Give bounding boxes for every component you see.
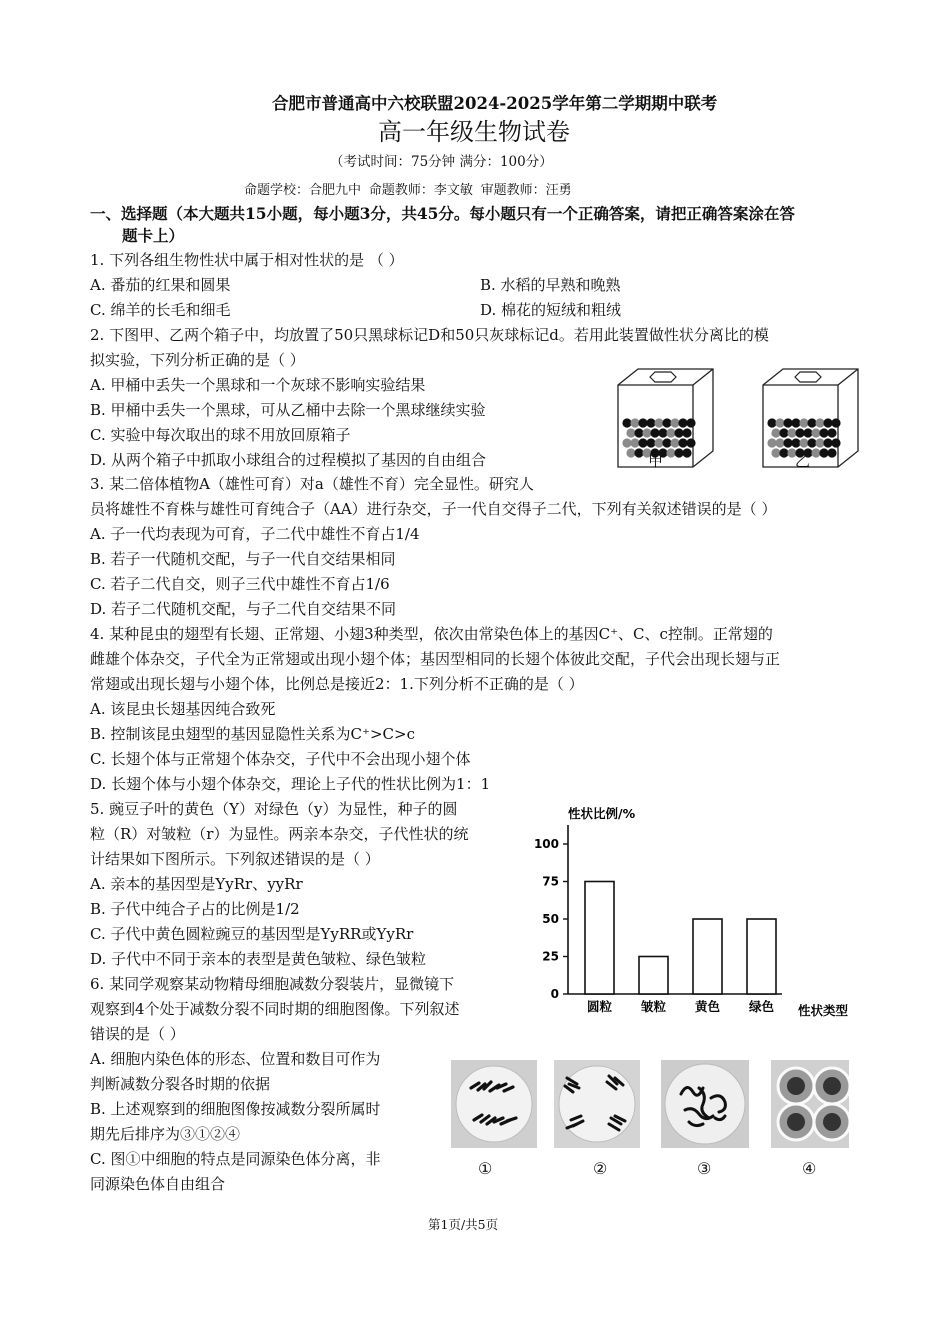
ball	[662, 418, 671, 427]
ball	[670, 438, 679, 447]
ball	[686, 418, 695, 427]
setter-info: 命题学校：合肥九中 命题教师：李文敏 审题教师：汪勇	[244, 183, 572, 198]
q2-option-c: C. 实验中每次取出的球不用放回原箱子	[90, 426, 351, 444]
ball	[799, 438, 808, 447]
box-label-jia: 甲	[648, 452, 664, 470]
ball	[819, 448, 828, 457]
q2-option-b: B. 甲桶中丢失一个黑球，可从乙桶中去除一个黑球继续实验	[90, 401, 486, 419]
ball	[795, 428, 804, 437]
ball	[783, 438, 792, 447]
q5-option-a: A. 亲本的基因型是YyRr、yyRr	[90, 875, 303, 893]
ball	[634, 428, 643, 437]
ball	[626, 448, 635, 457]
q6-stem-cont2: 错误的是（ ）	[90, 1025, 185, 1043]
ball	[815, 418, 824, 427]
section-heading: 一、选择题（本大题共15小题，每小题3分，共45分。每小题只有一个正确答案，请把正确答案涂在答	[90, 204, 795, 223]
ball	[654, 438, 663, 447]
q5-option-b: B. 子代中纯合子占的比例是1/2	[90, 900, 300, 918]
q6-stem-cont: 观察到4个处于减数分裂不同时期的细胞图像。下列叙述	[90, 1000, 460, 1018]
q2-stem: 2. 下图甲、乙两个箱子中，均放置了50只黑球标记D和50只灰球标记d。若用此装置做性状分离比的模	[90, 326, 769, 344]
ball	[634, 448, 643, 457]
ball	[682, 428, 691, 437]
q4-stem-cont2: 常翅或出现长翅与小翅个体，比例总是接近2：1.下列分析不正确的是（ ）	[90, 675, 584, 693]
ball	[807, 438, 816, 447]
ball	[666, 448, 675, 457]
q3-stem-cont: 员将雄性不育株与雄性可育纯合子（AA）进行杂交，子一代自交得子二代，下列有关叙述错误的是（ ）	[90, 500, 777, 518]
y-tick-label: 25	[542, 949, 559, 964]
ball	[686, 438, 695, 447]
paper-title: 高一年级生物试卷	[378, 118, 570, 146]
chart-y-label: 性状比例/%	[568, 806, 636, 821]
ball	[622, 418, 631, 427]
micrograph-2	[554, 1060, 640, 1148]
q1-option-d: D. 棉花的短绒和粗绒	[480, 301, 622, 319]
y-tick-label: 50	[542, 912, 559, 926]
ball	[823, 418, 832, 427]
ball	[815, 438, 824, 447]
ball	[775, 438, 784, 447]
q4-option-b: B. 控制该昆虫翅型的基因显隐性关系为C⁺>C>c	[90, 725, 415, 743]
meiosis-micrographs	[449, 1058, 849, 1153]
ball	[791, 418, 800, 427]
ball	[666, 428, 675, 437]
micrograph-label-1: ①	[478, 1159, 493, 1178]
q1-option-a: A. 番茄的红果和圆果	[90, 276, 231, 294]
q6-option-c: C. 图①中细胞的特点是同源染色体分离，非	[90, 1150, 381, 1168]
ball	[682, 448, 691, 457]
chart-x-label: 性状类型	[798, 1003, 849, 1018]
ball	[646, 418, 655, 427]
ball	[779, 428, 788, 437]
ball	[638, 438, 647, 447]
q1-option-c: C. 绵羊的长毛和细毛	[90, 301, 231, 319]
ball	[827, 448, 836, 457]
box-label-yi: 乙	[795, 452, 811, 470]
ball	[646, 438, 655, 447]
ball	[642, 428, 651, 437]
section-heading-cont: 题卡上）	[122, 226, 185, 245]
ball	[791, 438, 800, 447]
ball	[767, 418, 776, 427]
q6-option-a: A. 细胞内染色体的形态、位置和数目可作为	[90, 1050, 381, 1068]
ball	[803, 428, 812, 437]
q3-stem: 3. 某二倍体植物A（雄性可育）对a（雄性不育）完全显性。研究人	[90, 475, 534, 493]
ball	[831, 438, 840, 447]
ball	[626, 428, 635, 437]
box-yi	[763, 369, 858, 467]
q6-stem: 6. 某同学观察某动物精母细胞减数分裂装片，显微镜下	[90, 975, 455, 993]
q4-option-d: D. 长翅个体与小翅个体杂交，理论上子代的性状比例为1：1	[90, 775, 491, 793]
q6-option-b-cont: 期先后排序为③①②④	[90, 1125, 241, 1143]
ball	[767, 438, 776, 447]
q1-stem: 1. 下列各组生物性状中属于相对性状的是 （ ）	[90, 251, 404, 269]
q6-option-c-cont: 同源染色体自由组合	[90, 1175, 226, 1193]
ball	[823, 438, 832, 447]
ball	[783, 418, 792, 427]
ball	[662, 438, 671, 447]
q4-stem: 4. 某种昆虫的翅型有长翅、正常翅、小翅3种类型，依次由常染色体上的基因C⁺、C、c控制。正常翅的	[90, 625, 773, 643]
micrograph-label-3: ③	[697, 1159, 712, 1178]
q5-option-c: C. 子代中黄色圆粒豌豆的基因型是YyRR或YyRr	[90, 925, 414, 943]
ball	[779, 448, 788, 457]
q3-option-b: B. 若子一代随机交配，与子一代自交结果相同	[90, 550, 396, 568]
ball	[787, 428, 796, 437]
y-tick-label: 0	[550, 987, 559, 1001]
ball	[674, 428, 683, 437]
q4-stem-cont: 雌雄个体杂交，子代全为正常翅或出现小翅个体；基因型相同的长翅个体彼此交配，子代会出现长翅与正	[90, 650, 781, 668]
q1-option-b: B. 水稻的早熟和晚熟	[480, 276, 621, 294]
exam-info: （考试时间：75分钟 满分：100分）	[330, 154, 553, 170]
category-label: 黄色	[694, 999, 721, 1014]
box-jia	[618, 369, 713, 467]
q5-stem: 5. 豌豆子叶的黄色（Y）对绿色（y）为显性，种子的圆	[90, 800, 458, 818]
q4-option-c: C. 长翅个体与正常翅个体杂交，子代中不会出现小翅个体	[90, 750, 471, 768]
ball	[807, 418, 816, 427]
ball	[811, 448, 820, 457]
ball	[819, 428, 828, 437]
bar-3	[747, 919, 776, 994]
ball	[658, 428, 667, 437]
ball	[827, 428, 836, 437]
q3-option-a: A. 子一代均表现为可育，子二代中雄性不育占1/4	[90, 525, 420, 543]
ball	[771, 428, 780, 437]
page-number: 第1页/共5页	[428, 1217, 499, 1232]
bar-0	[585, 882, 614, 995]
ball	[630, 418, 639, 427]
q4-option-a: A. 该昆虫长翅基因纯合致死	[90, 700, 276, 718]
micrograph-label-2: ②	[593, 1159, 608, 1178]
y-tick-label: 75	[542, 874, 559, 889]
ball	[630, 438, 639, 447]
ball	[674, 448, 683, 457]
q2-stem-cont: 拟实验，下列分析正确的是（ ）	[90, 351, 305, 369]
ball	[775, 418, 784, 427]
ball	[650, 428, 659, 437]
ball	[771, 448, 780, 457]
micrograph-1	[451, 1060, 537, 1148]
q3-option-d: D. 若子二代随机交配，与子二代自交结果不同	[90, 600, 397, 618]
ball	[678, 438, 687, 447]
q2-option-d: D. 从两个箱子中抓取小球组合的过程模拟了基因的自由组合	[90, 451, 487, 469]
q2-option-a: A. 甲桶中丢失一个黑球和一个灰球不影响实验结果	[90, 376, 426, 394]
trait-ratio-chart	[520, 800, 870, 1025]
q6-option-b: B. 上述观察到的细胞图像按减数分裂所属时	[90, 1100, 381, 1118]
micrograph-3	[661, 1060, 749, 1148]
exam-title: 合肥市普通高中六校联盟2024-2025学年第二学期期中联考	[272, 94, 718, 113]
ball	[831, 418, 840, 427]
ball	[678, 418, 687, 427]
ball	[670, 418, 679, 427]
micrograph-label-4: ④	[802, 1159, 817, 1178]
q5-stem-cont2: 计结果如下图所示。下列叙述错误的是（ ）	[90, 850, 380, 868]
ball	[799, 418, 808, 427]
q5-option-d: D. 子代中不同于亲本的表型是黄色皱粒、绿色皱粒	[90, 950, 427, 968]
q3-option-c: C. 若子二代自交，则子三代中雄性不育占1/6	[90, 575, 390, 593]
y-tick-label: 100	[533, 837, 559, 851]
category-label: 皱粒	[640, 999, 667, 1014]
ball	[638, 418, 647, 427]
ball	[811, 428, 820, 437]
micrograph-4	[771, 1060, 849, 1148]
ball	[622, 438, 631, 447]
ball	[654, 418, 663, 427]
category-label: 圆粒	[586, 999, 613, 1014]
bar-1	[639, 957, 668, 995]
bar-2	[693, 919, 722, 994]
category-label: 绿色	[748, 999, 775, 1014]
q6-option-a-cont: 判断减数分裂各时期的依据	[90, 1075, 271, 1093]
q5-stem-cont: 粒（R）对皱粒（r）为显性。两亲本杂交，子代性状的统	[90, 825, 469, 843]
